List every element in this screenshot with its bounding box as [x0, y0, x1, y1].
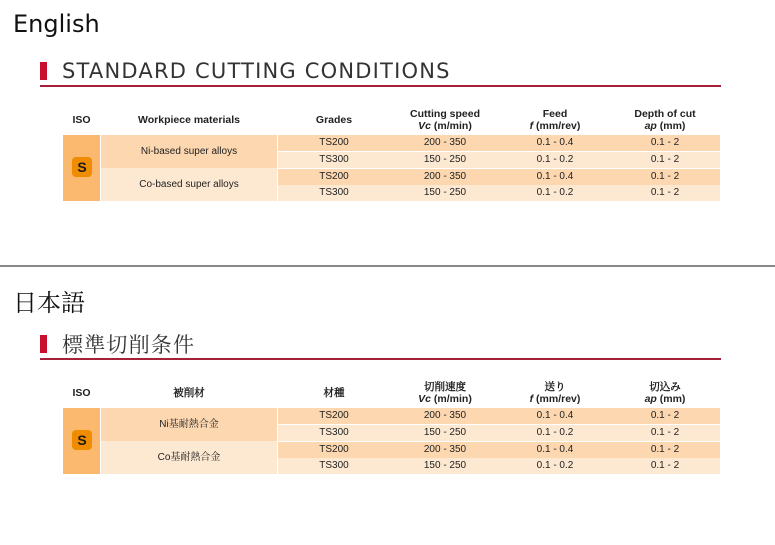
depth-cell: 0.1 - 2	[610, 458, 720, 474]
depth-cell: 0.1 - 2	[610, 442, 720, 458]
feed-cell: 0.1 - 0.4	[500, 442, 610, 458]
speed-cell: 200 - 350	[390, 169, 500, 185]
japanese-title-rule	[40, 358, 721, 360]
japanese-section-title	[40, 331, 195, 357]
iso-group-cell	[63, 408, 100, 474]
grade-cell: TS300	[278, 152, 390, 168]
header-material: Workpiece materials	[138, 114, 240, 126]
grade-cell: TS200	[278, 442, 390, 458]
speed-cell: 150 - 250	[390, 425, 500, 441]
english-title-text: STANDARD CUTTING CONDITIONS	[62, 59, 451, 83]
feed-cell: 0.1 - 0.4	[500, 408, 610, 424]
depth-cell: 0.1 - 2	[610, 425, 720, 441]
depth-cell: 0.1 - 2	[610, 169, 720, 185]
feed-cell: 0.1 - 0.4	[500, 135, 610, 151]
iso-group-cell	[63, 135, 100, 201]
english-title-rule	[40, 85, 721, 87]
speed-cell: 200 - 350	[390, 442, 500, 458]
header-grade: Grades	[315, 114, 353, 126]
japanese-title-text: 標準切削条件	[62, 333, 196, 357]
speed-cell: 200 - 350	[390, 408, 500, 424]
header-iso: ISO	[72, 387, 91, 399]
english-section-title	[40, 58, 451, 84]
grade-cell: TS200	[278, 169, 390, 185]
header-depth-of-cut: Depth of cut ap (mm)	[634, 108, 696, 132]
grade-cell: TS300	[278, 185, 390, 201]
header-feed: Feed f (mm/rev)	[529, 108, 581, 132]
iso-s-badge: S	[72, 157, 92, 177]
grade-cell: TS200	[278, 408, 390, 424]
feed-cell: 0.1 - 0.4	[500, 169, 610, 185]
speed-cell: 200 - 350	[390, 135, 500, 151]
material-cell: Ni-based super alloys	[101, 135, 277, 168]
japanese-language-label: 日本語	[13, 289, 85, 317]
header-grade: 材種	[323, 387, 345, 399]
header-feed: 送り f (mm/rev)	[529, 381, 581, 405]
header-material: 被削材	[173, 387, 205, 399]
grade-cell: TS300	[278, 458, 390, 474]
iso-s-badge: S	[72, 430, 92, 450]
header-iso: ISO	[72, 114, 91, 126]
depth-cell: 0.1 - 2	[610, 408, 720, 424]
material-cell: Co-based super alloys	[101, 168, 277, 201]
header-cutting-speed: 切削速度 Vc (m/min)	[418, 381, 472, 405]
speed-cell: 150 - 250	[390, 458, 500, 474]
material-cell: Ni基耐熱合金	[101, 408, 277, 441]
speed-cell: 150 - 250	[390, 185, 500, 201]
feed-cell: 0.1 - 0.2	[500, 458, 610, 474]
speed-cell: 150 - 250	[390, 152, 500, 168]
depth-cell: 0.1 - 2	[610, 185, 720, 201]
header-cutting-speed: Cutting speed Vc (m/min)	[410, 108, 480, 132]
section-divider	[0, 265, 775, 267]
material-cell: Co基耐熱合金	[101, 441, 277, 474]
feed-cell: 0.1 - 0.2	[500, 425, 610, 441]
english-language-label: English	[13, 10, 100, 38]
header-depth-of-cut: 切込み ap (mm)	[644, 381, 686, 405]
feed-cell: 0.1 - 0.2	[500, 185, 610, 201]
depth-cell: 0.1 - 2	[610, 152, 720, 168]
title-accent-bar	[40, 62, 47, 80]
grade-cell: TS200	[278, 135, 390, 151]
grade-cell: TS300	[278, 425, 390, 441]
title-accent-bar	[40, 335, 47, 353]
feed-cell: 0.1 - 0.2	[500, 152, 610, 168]
depth-cell: 0.1 - 2	[610, 135, 720, 151]
